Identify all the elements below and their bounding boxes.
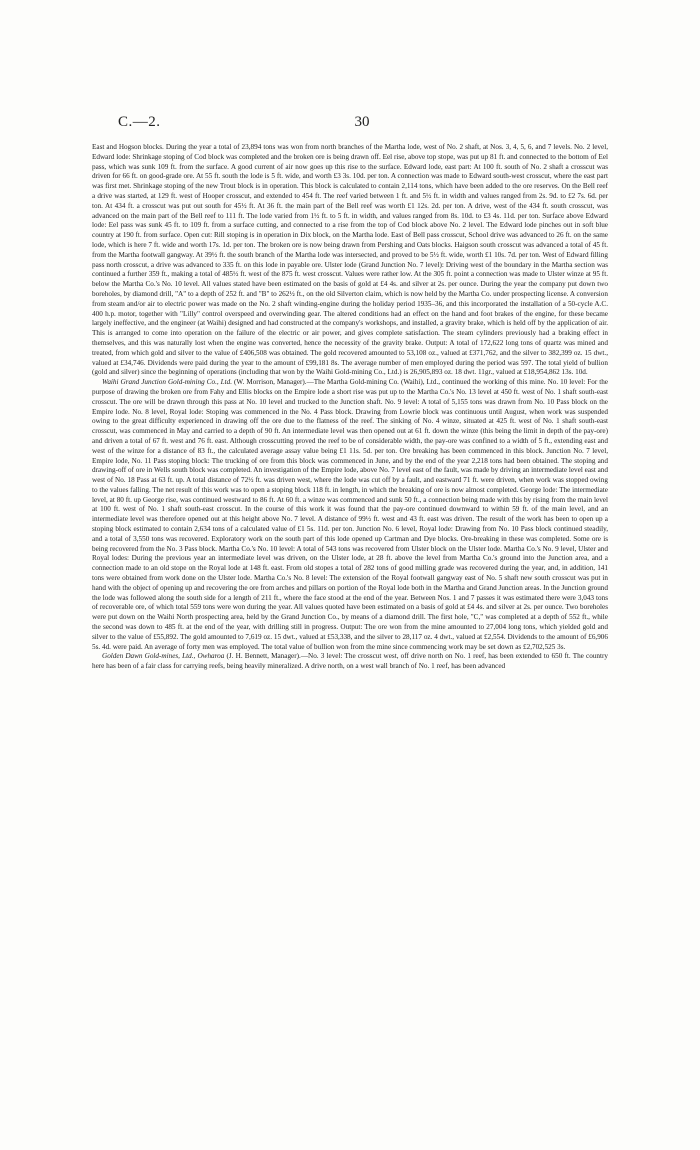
paragraph-golden-dawn (92, 652, 608, 672)
page-header (118, 114, 606, 134)
company-name: Golden Dawn Gold-mines, Ltd., Owharoa (102, 652, 225, 661)
page-number: 30 (354, 114, 370, 130)
company-name: Waihi Grand Junction Gold-mining Co., Ltd. (102, 378, 233, 387)
paragraph-text: (J. H. Bennett, Manager).—No. 3 level: The crosscut west, off drive north on No. 1 reef, has been extended to 650 ft. The country here has been of a fair class for carrying reefs, being heavily mineralized. A drive north, on a west wall branch of No. 1 reef, has been advanced (92, 652, 608, 671)
paragraph-grand-junction (92, 378, 608, 652)
paragraph-text: (W. Morrison, Manager).—The Martha Gold-mining Co. (Waihi), Ltd., continued the working of this mine. No. 10 level: For the purpose of drawing the broken ore from Fahy and Ellis blocks on the Empire lode a short rise was put up to the Martha Co.'s No. 13 level at 450 ft. west of No. 1 shaft south-east crosscut. The ore will be drawn through this pass at No. 10 level and trucked to the Junction shaft. No. 9 level: A total of 5,155 tons was drawn from No. 10 Pass block on the Empire lode. No. 8 level, Royal lode: Stoping was commenced in the No. 4 Pass block. Drawing from Lowrie block was continuous until August, when work was suspended owing to the great difficulty experienced in drawing off the ore due to the flatness of the reef. The sinking of No. 4 winze, situated at 425 ft. west of No. 1 shaft south-east crosscut, was commenced in May and carried to a depth of 90 ft. An intermediate level was then opened out at 61 ft. down the winze (this being the limit in depth of the pay-ore) and driven a total of 67 ft. west and 76 ft. east. Although crosscutting proved the reef to be of considerable width, the pay-ore was confined to a width of 5 ft., extending east and west of the winze for a distance of 83 ft., the calculated average assay value being £1 11s. 5d. per ton. Ore breaking has been commenced in this block. Junction No. 7 level, Empire lode, No. 11 Pass stoping block: The trucking of ore from this block was commenced in June, and by the end of the year 2,218 tons had been obtained. The stoping and drawing-off of ore in Wells south block was completed. An investigation of the Empire lode, above No. 7 level east of the fault, was made by driving an intermediate level east and west of No. 18 Pass at 63 ft. up. A total distance of 72½ ft. was driven west, where the lode was cut off by a fault, and eastward 71 ft. were driven, when work was stopped owing to the values falling. The net result of this work was to open a stoping block 118 ft. in length, in which the breaking of ore is now almost completed. George lode: The intermediate level, at 80 ft. up George rise, was continued westward to 86 ft. At 60 ft. a winze was commenced and sunk 50 ft., a connection being made with this by rising from the main level at 100 ft. west of No. 1 shaft south-east crosscut. In the course of this work it was found that the pay-ore continued downward to within 59 ft. of the main level, and an intermediate level was therefore opened out at this height above No. 7 level. A distance of 99½ ft. west and 43 ft. east was driven. The result of the work has been to open up a stoping block estimated to contain 2,634 tons of a calculated value of £1 5s. 11d. per ton. Junction No. 6 level, Royal lode: Drawing from No. 10 Pass block continued steadily, and a total of 3,550 tons was recovered. Exploratory work on the south part of this lode opened up Cartman and Dye blocks. Ore-breaking in these was completed. Some ore is being recovered from the No. 3 Pass block. Martha Co.'s No. 10 level: A total of 543 tons was recovered from Ulster block on the Ulster lode. Martha Co.'s No. 9 level, Ulster and Royal lodes: During the previous year an intermediate level was driven, on the Ulster lode, at 28 ft. above the level from Martha Co.'s ground into the Junction area, and a connection made to an old stope on the Royal lode at 148 ft. east. From old stopes a total of 282 tons of good milling grade was recovered during the year, and, in addition, 141 tons were obtained from work done on the Ulster lode. Martha Co.'s No. 8 level: The extension of the Royal footwall gangway east of No. 5 shaft new south crosscut was put in hand with the object of opening up and recovering the ore from arches and pillars on portion of the Royal lode both in the Martha and Grand Junction areas. In the Junction ground the lode was followed along the south side for a length of 211 ft., where the face stood at the end of the year. Between Nos. 1 and 7 passes it was estimated there were 3,043 tons of recoverable ore, of which total 559 tons were won during the year. All values quoted have been estimated on a basis of gold at £4 4s. and silver at 2s. per ounce. Two boreholes were put down on the Waihi North prospecting area, held by the Grand Junction Co., by means of a diamond drill. The first hole, "C," was completed at a depth of 552 ft., while the second was down to 485 ft. at the end of the year, with drilling still in progress. Output: The ore won from the mine amounted to 27,004 long tons, which yielded gold and silver to the value of £55,892. The gold amounted to 7,619 oz. 15 dwt., valued at £53,338, and the silver to 28,117 oz. 4 dwt., valued at £2,554. Dividends to the amount of £6,906 5s. 4d. were paid. An average of forty men was employed. The total value of bullion won from the mine since commencing work may be set down as £2,702,525 3s. (92, 378, 608, 651)
paragraph-text: East and Hogson blocks. During the year a total of 23,894 tons was won from north branches of the Martha lode, west of No. 2 shaft, at Nos. 3, 4, 5, 6, and 7 levels. No. 2 level, Edward lode: Shrinkage stoping of Cod block was completed and the broken ore is being drawn off. Eel rise, above top stope, was put up 81 ft. and connected to the bottom of Eel pass, which was sunk 109 ft. from the surface. A good current of air now goes up this rise to the surface. Edward lode, east part: At 100 ft. south of No. 2 shaft a crosscut was driven for 66 ft. on good-grade ore. At 55 ft. south the lode is 5 ft. wide, and worth £3 3s. 10d. per ton. A connection was made to Edward south-west crosscut, where the east part was first met. Shrinkage stoping of the new Trout block is in operation. This block is calculated to contain 2,114 tons, which have been added to the ore reserves. On the Bell reef a drive was started, at 129 ft. west of Hooper crosscut, and extended to 454 ft. The reef varied between 1 ft. and 5½ ft. in width and values ranged from 2s. 9d. to £2 7s. 6d. per ton. At 434 ft. a crosscut was put out south for 45½ ft. At 36 ft. the main part of the Bell reef was worth £1 12s. 2d. per ton. A drive, west of the 434 ft. south crosscut, was advanced on the main part of the Bell reef to 111 ft. The lode varied from 1½ ft. to 5 ft. in width, and values ranged from 8s. 10d. to £3 4s. 11d. per ton. Surface above Edward lode: Eel pass was sunk 45 ft. to 109 ft. from a surface cutting, and connected to a rise from the top of Cod block above No. 2 level. The Edward lode pinches out in soft blue country at 190 ft. from surface. Open cut: Rill stoping is in operation in Dix block, on the Martha lode. East of Bell pass crosscut, School drive was advanced to 26 ft. on the same lode, which is here 7 ft. wide and worth 17s. 1d. per ton. The broken ore is now being drawn from Pershing and Oats blocks. Haigson south crosscut was advanced a total of 45 ft. from the Martha footwall gangway. At 39½ ft. the south branch of the Martha lode was intersected, and proved to be 5½ ft. wide, worth £1 10s. 7d. per ton. West of Edward filling pass north crosscut, a drive was advanced to 335 ft. on this lode in payable ore. Ulster lode (Grand Junction No. 7 level): Driving west of the boundary in the Martha section was continued a further 359 ft., making a total of 485½ ft. west of the 875 ft. west crosscut. Values were rather low. At the 305 ft. point a connection was made to Ulster winze at 95 ft. below the Martha Co.'s No. 10 level. All values stated have been estimated on the basis of gold at £4 4s. and silver at 2s. per ounce. During the year the company put down two boreholes, by diamond drill, "A" to a depth of 252 ft. and "B" to 262½ ft., on the old Silverton claim, which is now held by the Martha Co. under prospecting license. A conversion from steam and/or air to electric power was made on the No. 2 shaft winding-engine during the holiday period 1935–36, and this incorporated the installation of a 50-cycle A.C. 400 h.p. motor, together with "Lilly" control overspeed and overwinding gear. The altered conditions had an effect on the hand and foot brakes of the engine, for these became largely ineffective, and the engineer (at Waihi) designed and had constructed at the company's workshops, and installed, a gravity brake, which is held off by the application of air. This is arranged to come into operation on the failure of the electric or air power, and gives complete satisfaction. The steam cylinders previously had a braking effect in themselves, and this was naturally lost when the engine was converted, hence the necessity of the gravity brake. Output: A total of 172,622 long tons of quartz was mined and treated, from which gold and silver to the value of £406,508 was obtained. The gold recovered amounted to 53,108 oz., valued at £371,762, and the silver to 382,399 oz. 15 dwt., valued at £34,746. Dividends were paid during the year to the amount of £99,181 8s. The average number of men employed during the period was 597. The total yield of bullion (gold and silver) since the beginning of operations (including that won by the Waihi Gold-mining Co., Ltd.) is 26,905,893 oz. 18 dwt. 11gr., valued at £18,954,862 13s. 10d. (92, 143, 608, 377)
body-text (92, 143, 608, 1143)
report-reference: C.—2. (118, 114, 161, 130)
paragraph-martha-continued (92, 143, 608, 378)
